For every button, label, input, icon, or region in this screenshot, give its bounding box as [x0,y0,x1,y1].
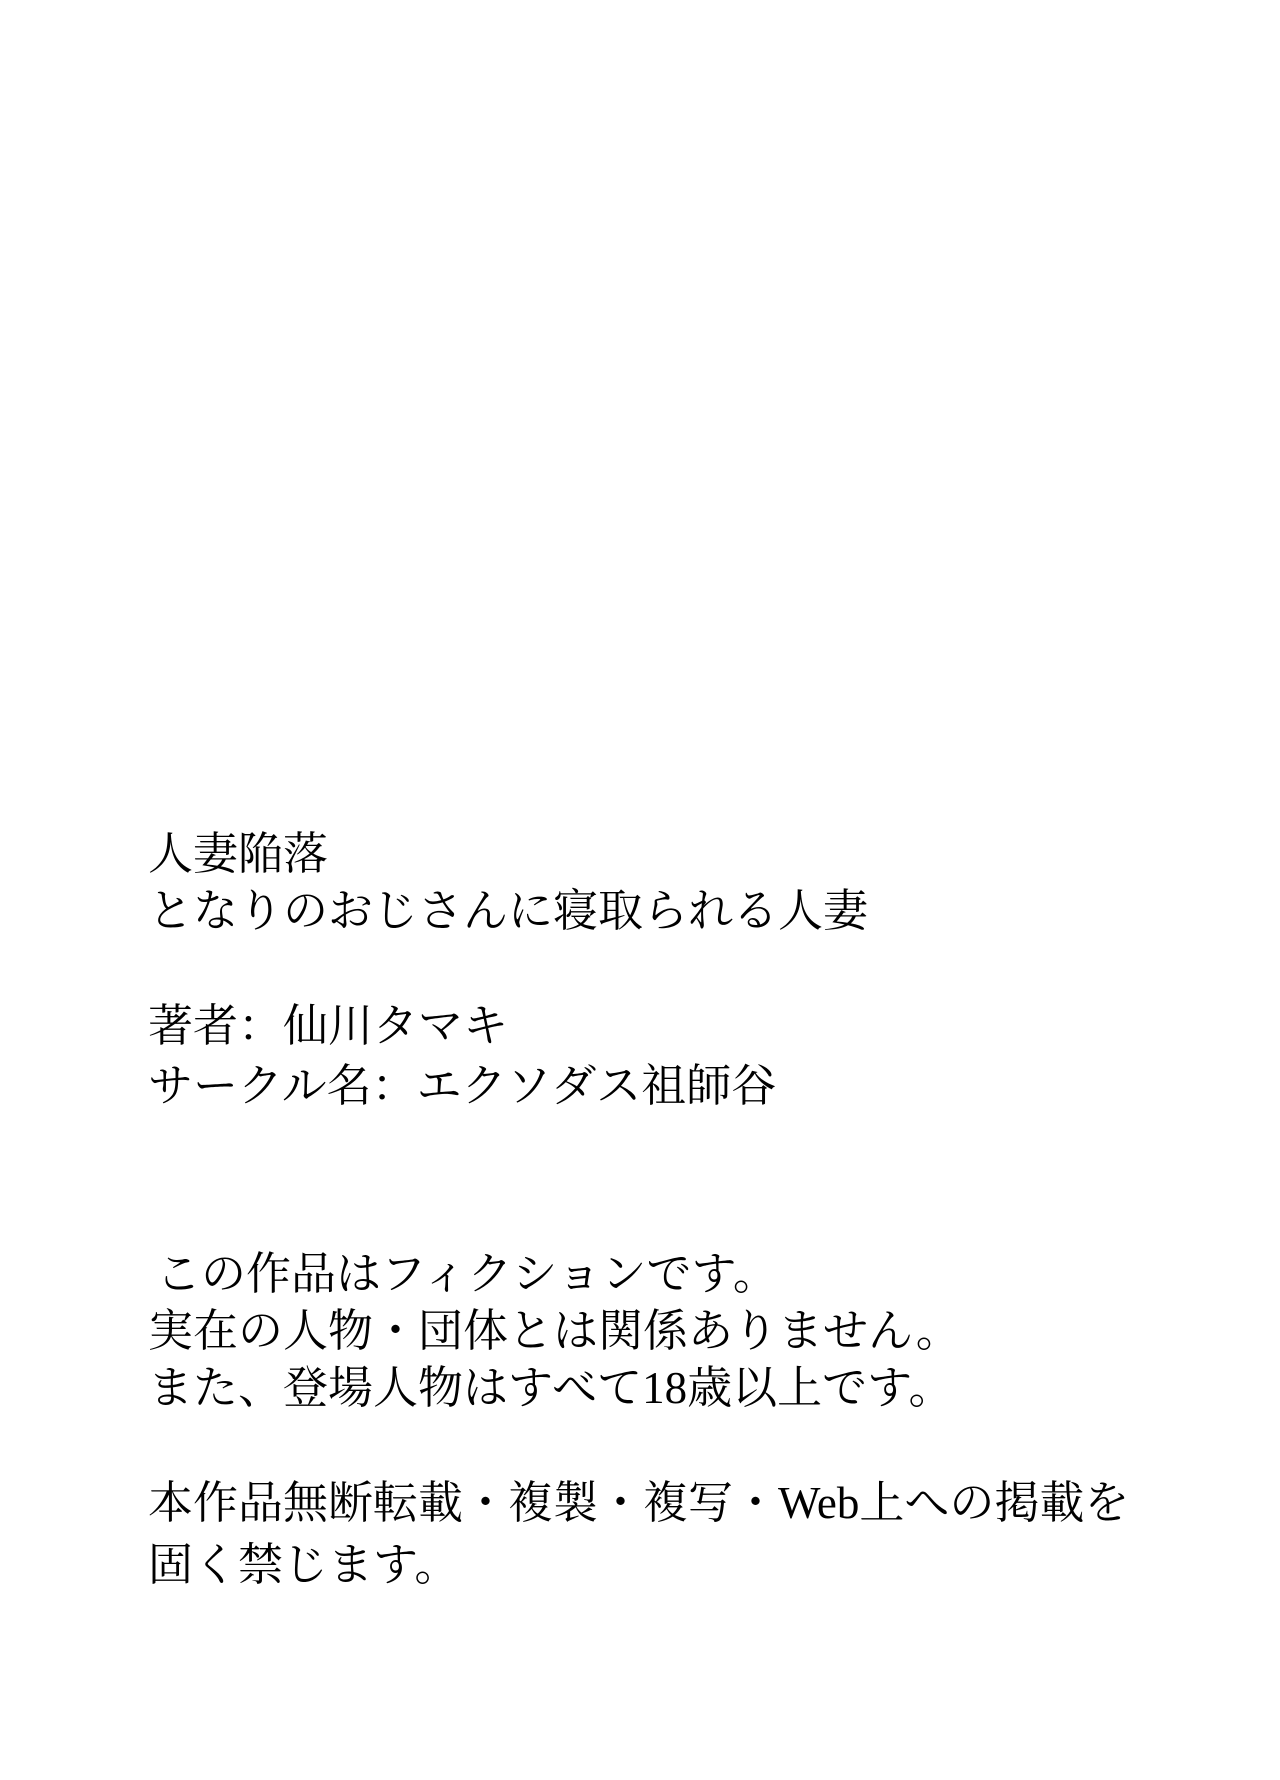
disclaimer-line-age: また、登場人物はすべて18歳以上です。 [148,1363,954,1413]
copyright-block [148,1472,1129,1596]
disclaimer-block [148,1246,961,1417]
copyright-line-strict: 固く禁じます。 [148,1540,460,1590]
disclaimer-line-no-relation: 実在の人物・団体とは関係ありません。 [148,1306,961,1356]
copyright-line-prohibition: 本作品無断転載・複製・複写・Web上への掲載を [148,1478,1130,1528]
credits-block [148,996,776,1116]
title-block [148,826,868,940]
work-title: 人妻陥落 [148,829,329,879]
disclaimer-line-fiction: この作品はフィクションです。 [156,1249,778,1299]
work-subtitle: となりのおじさんに寝取られる人妻 [148,886,869,936]
circle-line: サークル名：エクソダス祖師谷 [148,1061,777,1111]
author-line: 著者：仙川タマキ [148,1001,509,1051]
